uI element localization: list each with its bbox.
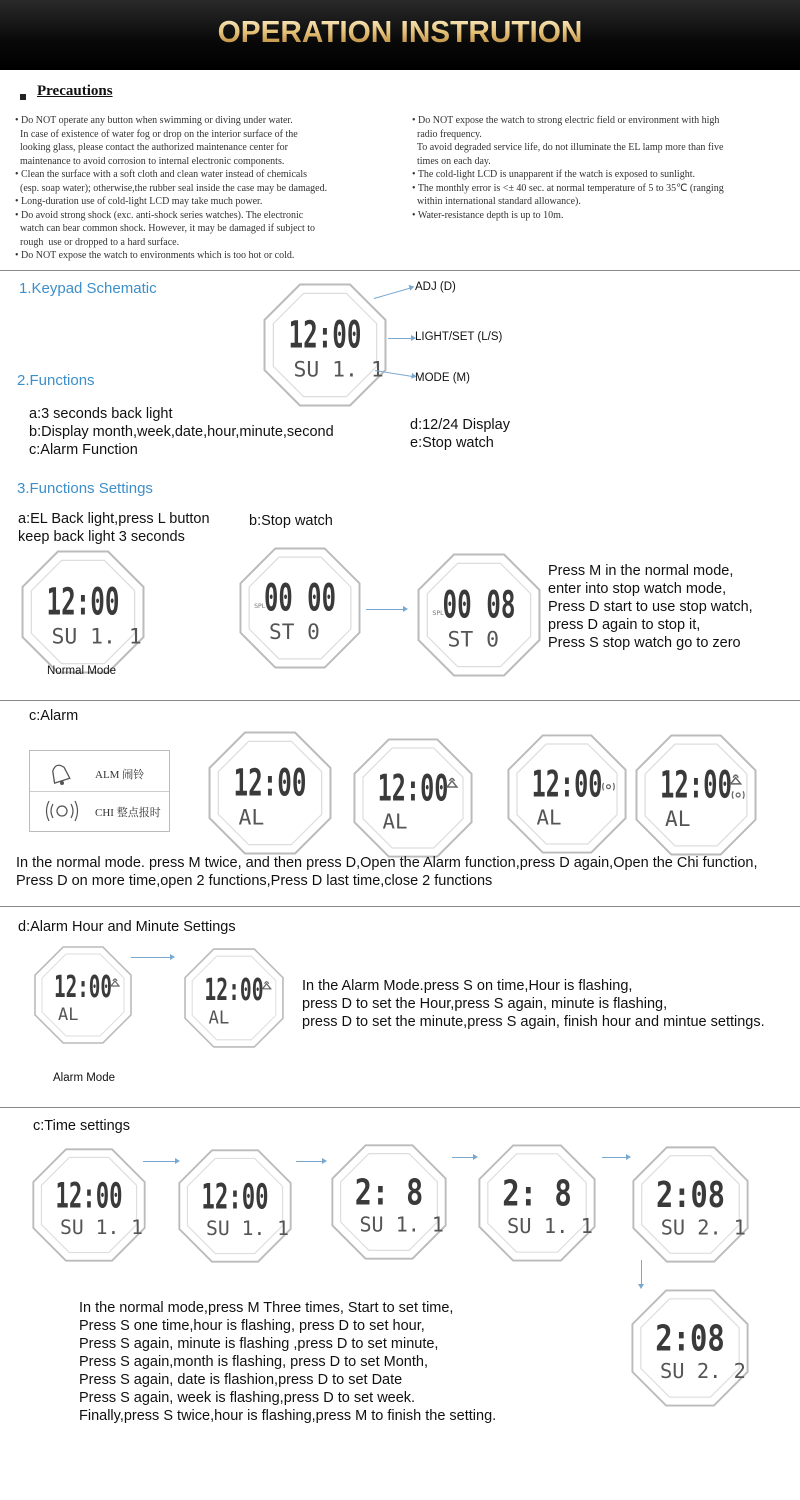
arrow-icon — [452, 1157, 474, 1158]
watch-date-readout: SU 1. 1 — [51, 624, 142, 650]
text-line: • Long-duration use of cold-light LCD may take much power. — [15, 196, 263, 207]
watch-time-readout: 2:08 — [655, 1318, 725, 1360]
watch-display-stopwatch-zero — [238, 546, 362, 670]
functions-section-title: 2.Functions — [17, 372, 95, 389]
watch-date-readout: ST 0 — [269, 619, 320, 644]
alarm-section-title: c:Alarm — [29, 708, 79, 724]
function-e: e:Stop watch — [410, 435, 494, 451]
watch-date-readout: AL — [58, 1005, 79, 1025]
watch-time-readout: 12:00 — [233, 760, 307, 805]
watch-date-readout: AL — [665, 806, 691, 831]
text-line: • Do NOT expose the watch to environments which is too hot or cold. — [15, 250, 295, 261]
text-line: • The cold-light LCD is unapparent if the watch is exposed to sunlight. — [412, 169, 695, 180]
arrow-icon — [602, 1157, 627, 1158]
precautions-right-list — [412, 114, 797, 222]
text-line: Press S stop watch go to zero — [548, 635, 741, 651]
watch-date-readout: SU 1. 1 — [206, 1217, 290, 1240]
precautions-title: Precautions — [37, 83, 113, 99]
watch-display-chime-on — [506, 733, 628, 855]
watch-display-time-step-4 — [477, 1143, 597, 1263]
watch-time-readout: 2:08 — [655, 1174, 726, 1216]
watch-time-readout: 12:00 — [204, 973, 264, 1009]
time-settings-title: c:Time settings — [33, 1118, 130, 1134]
alm-legend-label: ALM 闹铃 — [95, 769, 145, 781]
function-d: d:12/24 Display — [410, 417, 510, 433]
arrow-icon — [131, 957, 171, 958]
watch-date-readout: AL — [382, 809, 408, 834]
text-line: In the Alarm Mode.press S on time,Hour is flashing, — [302, 978, 633, 994]
watch-time-readout: 12:00 — [531, 762, 603, 806]
text-line: press D again to stop it, — [548, 617, 701, 633]
watch-display-both-on — [634, 733, 758, 857]
watch-display-time-step-5 — [631, 1145, 750, 1264]
watch-display-time-step-6 — [630, 1288, 750, 1408]
text-line: • Do NOT operate any button when swimming or diving under water. — [15, 115, 293, 126]
function-b: b:Display month,week,date,hour,minute,second — [29, 424, 334, 440]
watch-time-readout: 12:00 — [54, 970, 112, 1005]
bullet-square-icon — [20, 94, 26, 100]
watch-date-readout: SU 1. 1 — [293, 357, 384, 383]
arrow-icon — [366, 609, 404, 610]
text-line: • Water-resistance depth is up to 10m. — [412, 209, 564, 221]
alarm-legend-box — [29, 750, 170, 832]
divider — [0, 700, 800, 701]
text-line: (esp. soap water); otherwise,the rubber seal inside the case may be damaged. — [15, 182, 328, 194]
watch-time-readout: 12:00 — [660, 762, 732, 807]
divider — [0, 1107, 800, 1108]
text-line: maintenance to avoid corrosion to internal electronic components. — [15, 155, 285, 167]
watch-time-readout: 12:00 — [55, 1176, 123, 1217]
arrow-icon — [296, 1161, 323, 1162]
watch-date-readout: SU 1. 1 — [359, 1212, 444, 1237]
alarm-mode-caption: Alarm Mode — [53, 1072, 115, 1084]
el-backlight-label-2: keep back light 3 seconds — [18, 529, 185, 545]
watch-display-alarm-off — [207, 730, 333, 856]
watch-date-readout: SU 1. 1 — [60, 1216, 144, 1239]
text-line: Press S one time,hour is flashing, press D to set hour, — [79, 1318, 425, 1334]
watch-time-readout: 12:00 — [288, 312, 362, 357]
watch-time-readout: 2: 8 — [354, 1172, 424, 1214]
text-line: looking glass, please contact the authorized maintenance center for — [15, 142, 288, 153]
watch-date-readout: SU 2. 1 — [660, 1215, 746, 1240]
text-line: Press S again,month is flashing, press D to set Month, — [79, 1354, 428, 1370]
text-line: In the normal mode,press M Three times, Start to set time, — [79, 1300, 454, 1316]
chime-icon — [45, 799, 79, 823]
stopwatch-label: b:Stop watch — [249, 513, 333, 529]
text-line: press D to set the Hour,press S again, minute is flashing, — [302, 996, 668, 1012]
watch-display-time-step-1 — [31, 1147, 147, 1263]
alarm-settings-instructions — [302, 977, 765, 1031]
text-line: • Do NOT expose the watch to strong electric field or environment with high — [412, 115, 720, 126]
page-title: OPERATION INSTRUTION — [16, 14, 784, 50]
bell-icon — [46, 761, 74, 787]
time-settings-instructions — [79, 1299, 496, 1425]
divider — [0, 270, 800, 271]
function-a: a:3 seconds back light — [29, 406, 173, 422]
text-line: rough use or dropped to a hard surface. — [15, 236, 180, 248]
arrow-down-icon — [641, 1260, 642, 1285]
mode-button-label: MODE (M) — [415, 372, 470, 384]
watch-display-stopwatch-running — [416, 552, 542, 678]
precautions-left-list — [15, 114, 405, 263]
text-line: Press S again, minute is flashing ,press D to set minute, — [79, 1336, 439, 1352]
split-indicator: SPL — [432, 610, 444, 617]
watch-time-readout: 2: 8 — [502, 1173, 572, 1215]
stopwatch-instructions — [548, 562, 753, 652]
watch-date-readout: AL — [208, 1008, 230, 1029]
split-indicator: SPL — [254, 603, 266, 610]
alarm-instructions-1: In the normal mode. press M twice, and then press D,Open the Alarm function,press D again,Open the Chi function, — [16, 855, 758, 871]
text-line: radio frequency. — [412, 128, 482, 140]
text-line: In case of existence of water fog or drop on the interior surface of the — [15, 128, 298, 140]
text-line: within international standard allowance). — [412, 196, 581, 207]
divider — [0, 906, 800, 907]
keypad-section-title: 1.Keypad Schematic — [19, 280, 157, 297]
adj-button-label: ADJ (D) — [415, 281, 456, 293]
alarm-instructions-2: Press D on more time,open 2 functions,Press D last time,close 2 functions — [16, 873, 493, 889]
text-line: watch can bear common shock. However, it may be damaged if subject to — [15, 223, 316, 234]
watch-display-normal — [20, 549, 146, 675]
text-line: To avoid degraded service life, do not illuminate the EL lamp more than five — [412, 142, 724, 153]
text-line: enter into stop watch mode, — [548, 581, 727, 597]
el-backlight-label: a:EL Back light,press L button — [18, 511, 210, 527]
watch-time-readout: 12:00 — [377, 766, 449, 810]
watch-date-readout: SU 2. 2 — [660, 1359, 746, 1383]
watch-display-alarm-setting — [183, 947, 285, 1049]
light-set-button-label: LIGHT/SET (L/S) — [415, 331, 503, 343]
alarm-settings-title: d:Alarm Hour and Minute Settings — [18, 919, 236, 935]
arrow-icon — [388, 338, 412, 339]
watch-time-readout: 00 00 — [264, 575, 336, 620]
text-line: Press S again, week is flashing,press D to set week. — [79, 1390, 416, 1406]
text-line: • Do avoid strong shock (exc. anti-shock series watches). The electronic — [15, 209, 304, 221]
watch-date-readout: ST 0 — [447, 627, 500, 653]
watch-display-alarm-mode — [33, 945, 133, 1045]
watch-date-readout: SU 1. 1 — [507, 1214, 593, 1238]
text-line: times on each day. — [412, 155, 491, 167]
arrow-icon — [143, 1161, 176, 1162]
watch-time-readout: 00 08 — [442, 582, 516, 627]
legend-divider — [30, 791, 169, 792]
chi-legend-label: CHI 整点报时 — [95, 807, 161, 819]
text-line: • Clean the surface with a soft cloth and clean water instead of chemicals — [15, 169, 307, 180]
watch-date-readout: AL — [238, 805, 265, 831]
text-line: press D to set the minute,press S again, finish hour and mintue settings. — [302, 1014, 765, 1030]
settings-section-title: 3.Functions Settings — [17, 480, 153, 497]
text-line: Finally,press S twice,hour is flashing,press M to finish the setting. — [79, 1408, 497, 1424]
watch-display-keypad — [262, 282, 388, 408]
watch-time-readout: 12:00 — [201, 1177, 269, 1218]
text-line: Press M in the normal mode, — [548, 563, 734, 579]
text-line: • The monthly error is <± 40 sec. at normal temperature of 5 to 35℃ (ranging — [412, 182, 724, 194]
normal-mode-caption: Normal Mode — [47, 665, 117, 677]
watch-display-alarm-on — [352, 737, 474, 859]
watch-display-time-step-3 — [330, 1143, 448, 1261]
text-line: Press D start to use stop watch, — [548, 599, 753, 615]
watch-date-readout: AL — [536, 805, 562, 830]
watch-display-time-step-2 — [177, 1148, 293, 1264]
text-line: Press S again, date is flashion,press D to set Date — [79, 1372, 403, 1388]
function-c: c:Alarm Function — [29, 442, 138, 458]
watch-time-readout: 12:00 — [46, 579, 120, 624]
